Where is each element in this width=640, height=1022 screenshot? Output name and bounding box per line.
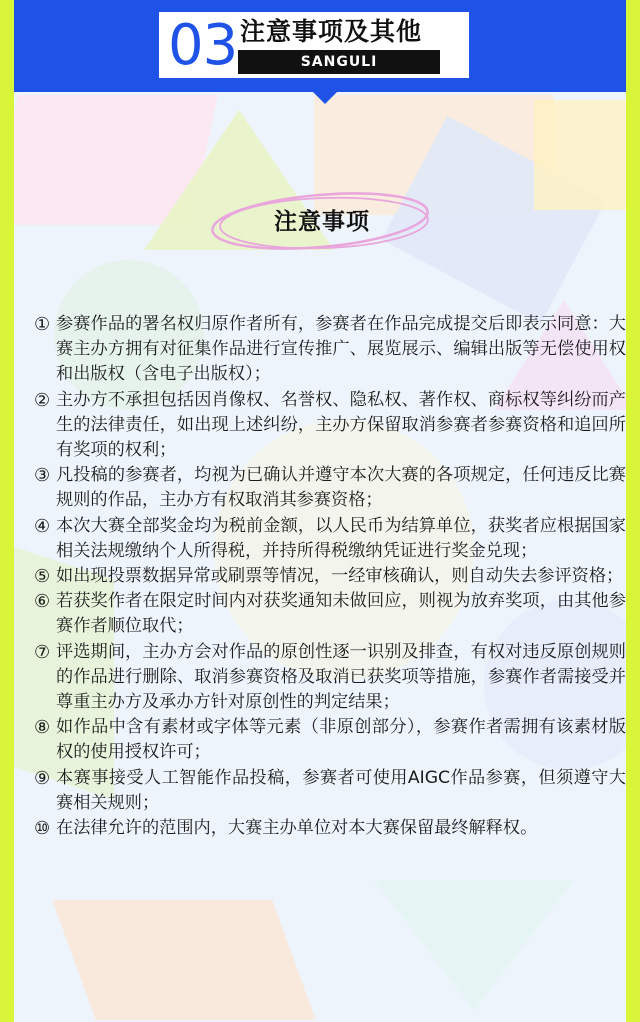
list-item xyxy=(34,640,626,716)
item-number: ④ xyxy=(34,515,51,537)
item-text: 若获奖作者在限定时间内对获奖通知未做回应，则视为放弃奖项，由其他参赛作者顺位取代； xyxy=(56,591,626,637)
decor-shape xyxy=(534,100,626,210)
section-banner xyxy=(14,0,626,92)
item-number: ⑥ xyxy=(34,591,51,613)
list-item xyxy=(34,766,626,816)
item-number: ⑧ xyxy=(34,717,51,739)
list-item xyxy=(34,463,626,513)
item-text: 本次大赛全部奖金均为税前金额，以人民币为结算单位，获奖者应根据国家相关法规缴纳个人所得税，并持所得税缴纳凭证进行奖金兑现； xyxy=(56,515,626,561)
list-item xyxy=(34,388,626,464)
item-text: 在法律允许的范围内，大赛主办单位对本大赛保留最终解释权。 xyxy=(56,818,538,839)
item-number: ⑤ xyxy=(34,566,51,588)
item-text: 凡投稿的参赛者，均视为已确认并遵守本次大赛的各项规定，任何违反比赛规则的作品，主办方有权取消其参赛资格； xyxy=(56,465,626,511)
list-item xyxy=(34,312,626,388)
item-text: 主办方不承担包括因肖像权、名誉权、隐私权、著作权、商标权等纠纷而产生的法律责任，如出现上述纠纷，主办方保留取消参赛者参赛资格和追回所有奖项的权利； xyxy=(56,389,626,461)
brand-label: SANGULI xyxy=(238,50,440,74)
section-title: 注意事项及其他 xyxy=(240,17,423,46)
decor-shape xyxy=(52,900,316,1020)
decor-shape xyxy=(374,880,574,1010)
list-item xyxy=(34,514,626,564)
list-item xyxy=(34,589,626,639)
item-number: ③ xyxy=(34,465,51,487)
item-text: 评选期间，主办方会对作品的原创性逐一识别及排查，有权对违反原创规则的作品进行删除、取消参赛资格及取消已获奖项等措施，参赛作者需接受并尊重主办方及承办方针对原创性的判定结果； xyxy=(56,641,626,713)
list-item xyxy=(34,564,626,589)
item-number: ⑨ xyxy=(34,767,51,789)
item-number: ② xyxy=(34,389,51,411)
list-item xyxy=(34,715,626,765)
banner-pointer xyxy=(311,90,339,104)
page-frame xyxy=(14,0,626,1022)
item-number: ⑦ xyxy=(34,641,51,663)
item-number: ① xyxy=(34,314,51,335)
notes-heading: 注意事项 xyxy=(274,209,370,235)
item-number: ⑩ xyxy=(34,818,51,840)
section-number: 03 xyxy=(168,13,238,78)
list-item xyxy=(34,816,626,841)
item-text: 本赛事接受人工智能作品投稿，参赛者可使用AIGC作品参赛，但须遵守大赛相关规则； xyxy=(56,767,626,813)
heading-block xyxy=(202,183,442,263)
item-text: 如作品中含有素材或字体等元素（非原创部分），参赛作者需拥有该素材版权的使用授权许可； xyxy=(56,717,626,763)
item-text: 如出现投票数据异常或刷票等情况，一经审核确认，则自动失去参评资格； xyxy=(56,566,624,587)
notes-list xyxy=(34,312,626,841)
item-text: 参赛作品的署名权归原作者所有，参赛者在作品完成提交后即表示同意：大赛主办方拥有对征集作品进行宣传推广、展览展示、编辑出版等无偿使用权和出版权（含电子出版权）； xyxy=(56,314,626,385)
